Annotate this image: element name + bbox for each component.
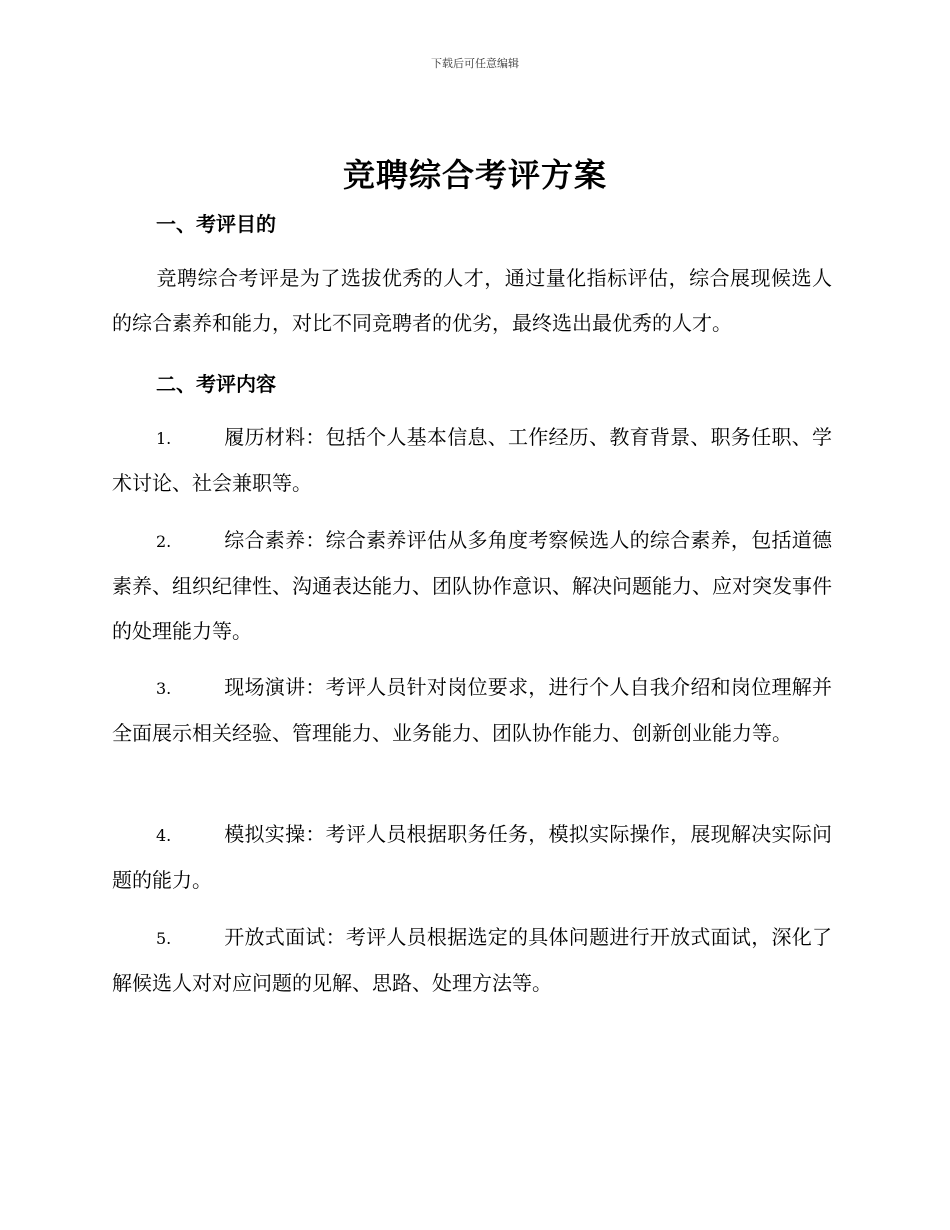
list-item bbox=[112, 665, 832, 756]
list-item bbox=[112, 915, 832, 1006]
list-item-text: 现场演讲：考评人员针对岗位要求，进行个人自我介绍和岗位理解并全面展示相关经验、管理能力、业务能力、团队协作能力、创新创业能力等。 bbox=[112, 675, 832, 745]
purpose-paragraph bbox=[112, 256, 832, 346]
document-title: 竞聘综合考评方案 bbox=[342, 156, 607, 194]
list-item-text: 综合素养：综合素养评估从多角度考察候选人的综合素养，包括道德素养、组织纪律性、沟通表达能力、团队协作意识、解决问题能力、应对突发事件的处理能力等。 bbox=[112, 528, 832, 643]
list-item-number: 2. bbox=[156, 532, 172, 551]
section-heading-purpose: 一、考评目的 bbox=[156, 212, 276, 236]
header-note: 下载后可任意编辑 bbox=[431, 57, 519, 70]
list-item bbox=[112, 415, 832, 506]
list-item-number: 5. bbox=[156, 929, 172, 948]
section-heading-content: 二、考评内容 bbox=[156, 372, 276, 396]
list-item-number: 1. bbox=[156, 429, 172, 448]
list-item-text: 模拟实操：考评人员根据职务任务，模拟实际操作，展现解决实际问题的能力。 bbox=[112, 822, 832, 892]
list-item bbox=[112, 518, 832, 654]
list-item-text: 履历材料：包括个人基本信息、工作经历、教育背景、职务任职、学术讨论、社会兼职等。 bbox=[112, 425, 832, 495]
purpose-paragraph-text: 竞聘综合考评是为了选拔优秀的人才，通过量化指标评估，综合展现候选人的综合素养和能力，对比不同竞聘者的优劣，最终选出最优秀的人才。 bbox=[112, 266, 832, 335]
list-item-text: 开放式面试：考评人员根据选定的具体问题进行开放式面试，深化了解候选人对对应问题的见解、思路、处理方法等。 bbox=[112, 925, 832, 995]
list-item bbox=[112, 812, 832, 903]
list-item-number: 3. bbox=[156, 679, 172, 698]
list-item-number: 4. bbox=[156, 826, 172, 845]
